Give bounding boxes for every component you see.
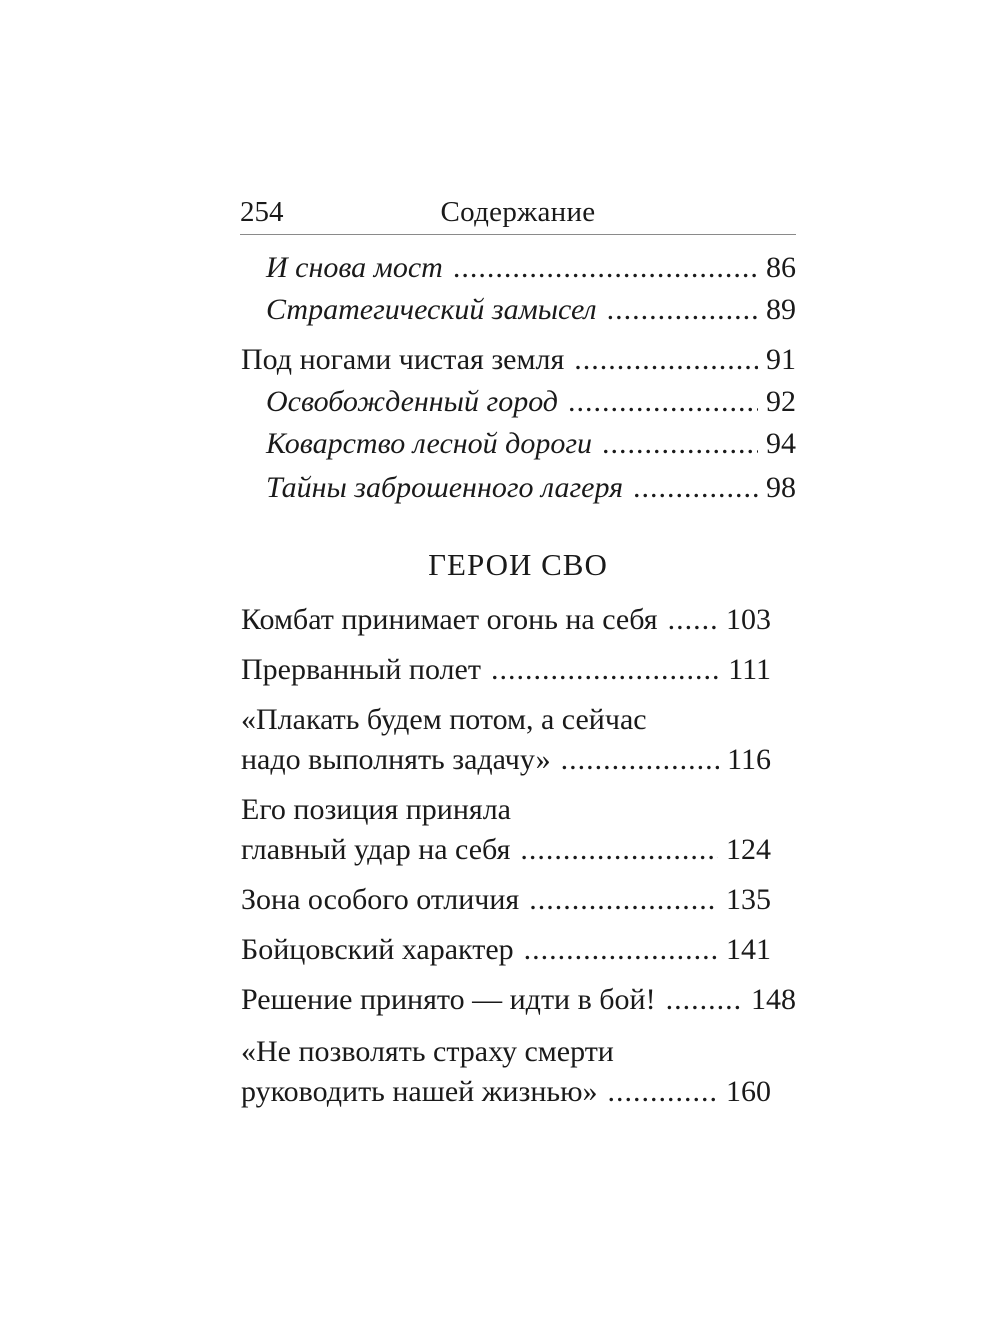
leader-dots: [449, 250, 758, 286]
toc-subentry[interactable]: [266, 422, 796, 462]
toc-entry[interactable]: [241, 928, 771, 968]
leader-dots: [520, 932, 718, 968]
leader-dots: [598, 426, 758, 462]
toc-entry-title: Прерванный полет: [241, 653, 481, 686]
toc-entry-title: «Плакать будем потом, а сейчас: [241, 703, 647, 736]
toc-entry-page: 98: [766, 471, 796, 504]
toc-entry-page: 111: [728, 653, 771, 686]
toc-entry-title-line[interactable]: [241, 698, 771, 738]
toc-entry[interactable]: [241, 738, 771, 778]
page-number: 254: [240, 196, 284, 228]
toc-entry-page: 116: [727, 743, 771, 776]
leader-dots: [603, 1074, 718, 1110]
toc-entry-page: 141: [726, 933, 771, 966]
toc-entry-title: Тайны заброшенного лагеря: [266, 471, 624, 504]
toc-entry-title: Его позиция приняла: [241, 793, 511, 826]
toc-entry-title: Под ногами чистая земля: [241, 343, 565, 376]
leader-dots: [564, 384, 758, 420]
page-header: [240, 190, 796, 235]
toc-entry-title: Комбат принимает огонь на себя: [241, 603, 658, 636]
toc-subentry[interactable]: [266, 466, 796, 506]
toc-entry-title: Стратегический замысел: [266, 293, 597, 326]
toc-entry[interactable]: [241, 338, 796, 378]
toc-entry-title-line[interactable]: [241, 1030, 771, 1070]
leader-dots: [516, 832, 718, 868]
toc-entry[interactable]: [241, 978, 796, 1018]
section-heading: ГЕРОИ СВО: [428, 547, 608, 582]
toc-entry[interactable]: [241, 1070, 771, 1110]
toc-entry-title-line[interactable]: [241, 788, 771, 828]
leader-dots: [603, 292, 758, 328]
toc-entry-title: надо выполнять задачу»: [241, 743, 551, 776]
toc-subentry[interactable]: [266, 380, 796, 420]
toc-entry-title: Коварство лесной дороги: [266, 427, 593, 460]
toc-entry-title: Зона особого отличия: [241, 883, 520, 916]
running-title: Содержание: [440, 196, 596, 228]
leader-dots: [662, 982, 743, 1018]
toc-entry-page: 103: [726, 603, 771, 636]
toc-subentry[interactable]: [266, 246, 796, 286]
toc-entry-page: 148: [751, 983, 796, 1016]
leader-dots: [664, 602, 718, 638]
toc-entry-page: 89: [766, 293, 796, 326]
toc-entry[interactable]: [241, 648, 771, 688]
toc-entry[interactable]: [241, 828, 771, 868]
toc-entry-page: 91: [766, 343, 796, 376]
toc-entry-page: 160: [726, 1075, 771, 1108]
toc-entry-page: 94: [766, 427, 796, 460]
toc-entry-title: Решение принято — идти в бой!: [241, 983, 656, 1016]
toc-entry-title: Бойцовский характер: [241, 933, 514, 966]
leader-dots: [570, 342, 758, 378]
toc-entry-title: главный удар на себя: [241, 833, 511, 866]
toc-entry-title: И снова мост: [266, 251, 443, 284]
toc-entry-title: Освобожденный город: [266, 385, 558, 418]
leader-dots: [557, 742, 720, 778]
toc-entry-page: 135: [726, 883, 771, 916]
toc-entry-page: 86: [766, 251, 796, 284]
toc-entry-page: 92: [766, 385, 796, 418]
toc-subentry[interactable]: [266, 288, 796, 328]
leader-dots: [525, 882, 718, 918]
toc-entry[interactable]: [241, 598, 771, 638]
toc-entry[interactable]: [241, 878, 771, 918]
toc-entry-title: «Не позволять страху смерти: [241, 1035, 614, 1068]
toc-entry-page: 124: [726, 833, 771, 866]
leader-dots: [487, 652, 720, 688]
toc-entry-title: руководить нашей жизнью»: [241, 1075, 598, 1108]
leader-dots: [629, 470, 758, 506]
